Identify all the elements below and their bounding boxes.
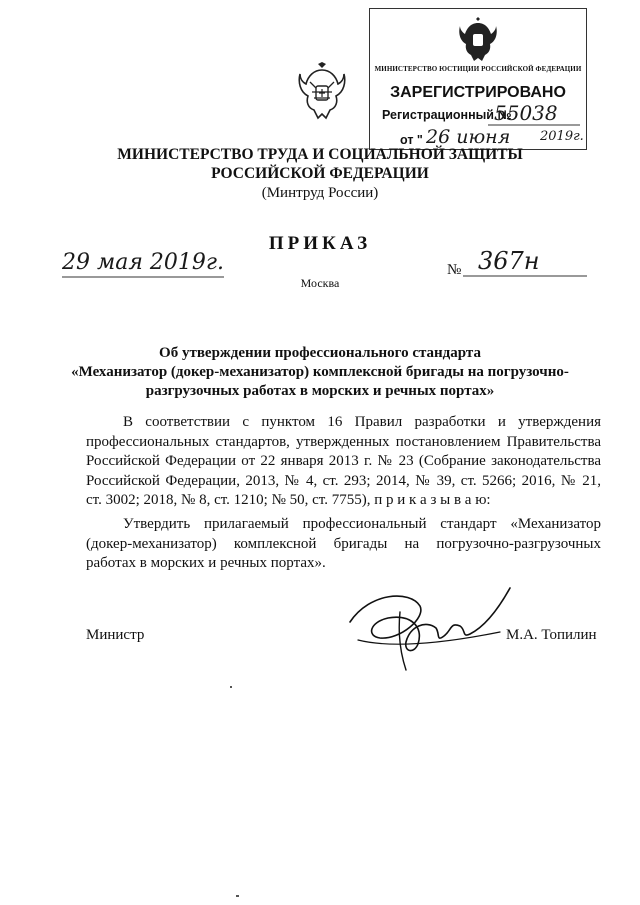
signatory-name: М.А. Топилин	[506, 627, 597, 643]
scan-speck	[230, 686, 232, 688]
stamp-reg-number: 55038	[494, 101, 558, 125]
paragraph-1-line: ст. 3002; 2018, № 8, ст. 1210; № 50, ст. 7755), п р и к а з ы в а ю:	[86, 492, 491, 508]
order-number-label: №	[447, 262, 462, 278]
ministry-short-name: (Минтруд России)	[261, 185, 379, 201]
paragraph-1	[86, 413, 601, 511]
scan-speck	[236, 895, 239, 897]
ministry-name-line1: МИНИСТЕРСТВО ТРУДА И СОЦИАЛЬНОЙ ЗАЩИТЫ	[117, 146, 523, 163]
stamp-date-prefix: от "	[400, 133, 423, 147]
paragraph-2	[86, 515, 601, 574]
order-number-handwritten: 367н	[478, 247, 540, 275]
order-date-handwritten: 29 мая 2019г.	[62, 250, 225, 275]
subject-line3: разгрузочных работах в морских и речных портах»	[145, 383, 495, 399]
order-number-underline	[463, 275, 587, 278]
paragraph-1-line: Российской Федерации, 2013, № 4, ст. 293; 2014, № 39, ст. 5266; 2016, № 21,	[86, 472, 601, 489]
registration-stamp	[369, 8, 587, 150]
paragraph-1-line: профессиональных стандартов, утвержденных постановлением Правительства	[86, 433, 601, 450]
paragraph-1-line: В соответствии с пунктом 16 Правил разработки и утверждения	[123, 414, 601, 430]
order-title: ПРИКАЗ	[268, 233, 372, 254]
stamp-date-year: 2019г.	[540, 129, 584, 144]
paragraph-1-line: Российской Федерации от 22 января 2013 г. № 23 (Собрание законодательства	[86, 453, 601, 469]
stamp-date-handwritten: 26 июня	[426, 126, 511, 148]
paragraph-2-line: Утвердить прилагаемый профессиональный стандарт «Механизатор	[123, 516, 601, 532]
subject-line2: «Механизатор (докер-механизатор) комплексной бригады на погрузочно-	[71, 364, 569, 380]
coat-of-arms-emblem	[298, 62, 346, 120]
subject-line1: Об утверждении профессионального стандарта	[159, 345, 481, 361]
order-date-underline	[62, 276, 224, 279]
stamp-ministry-text: МИНИСТЕРСТВО ЮСТИЦИИ РОССИЙСКОЙ ФЕДЕРАЦИИ	[374, 65, 582, 73]
ministry-name-line2: РОССИЙСКОЙ ФЕДЕРАЦИИ	[211, 165, 429, 182]
order-city: Москва	[300, 276, 340, 290]
stamp-registered-title: ЗАРЕГИСТРИРОВАНО	[390, 84, 566, 101]
stamp-reg-label: Регистрационный №	[382, 108, 512, 122]
paragraph-2-line: работах в морских и речных портах».	[86, 555, 326, 571]
signatory-position: Министр	[86, 627, 145, 643]
paragraph-2-line: (докер-механизатор) комплексной бригады на погрузочно-разгрузочных	[86, 535, 601, 552]
handwritten-signature	[340, 582, 520, 674]
stamp-emblem	[458, 17, 498, 63]
